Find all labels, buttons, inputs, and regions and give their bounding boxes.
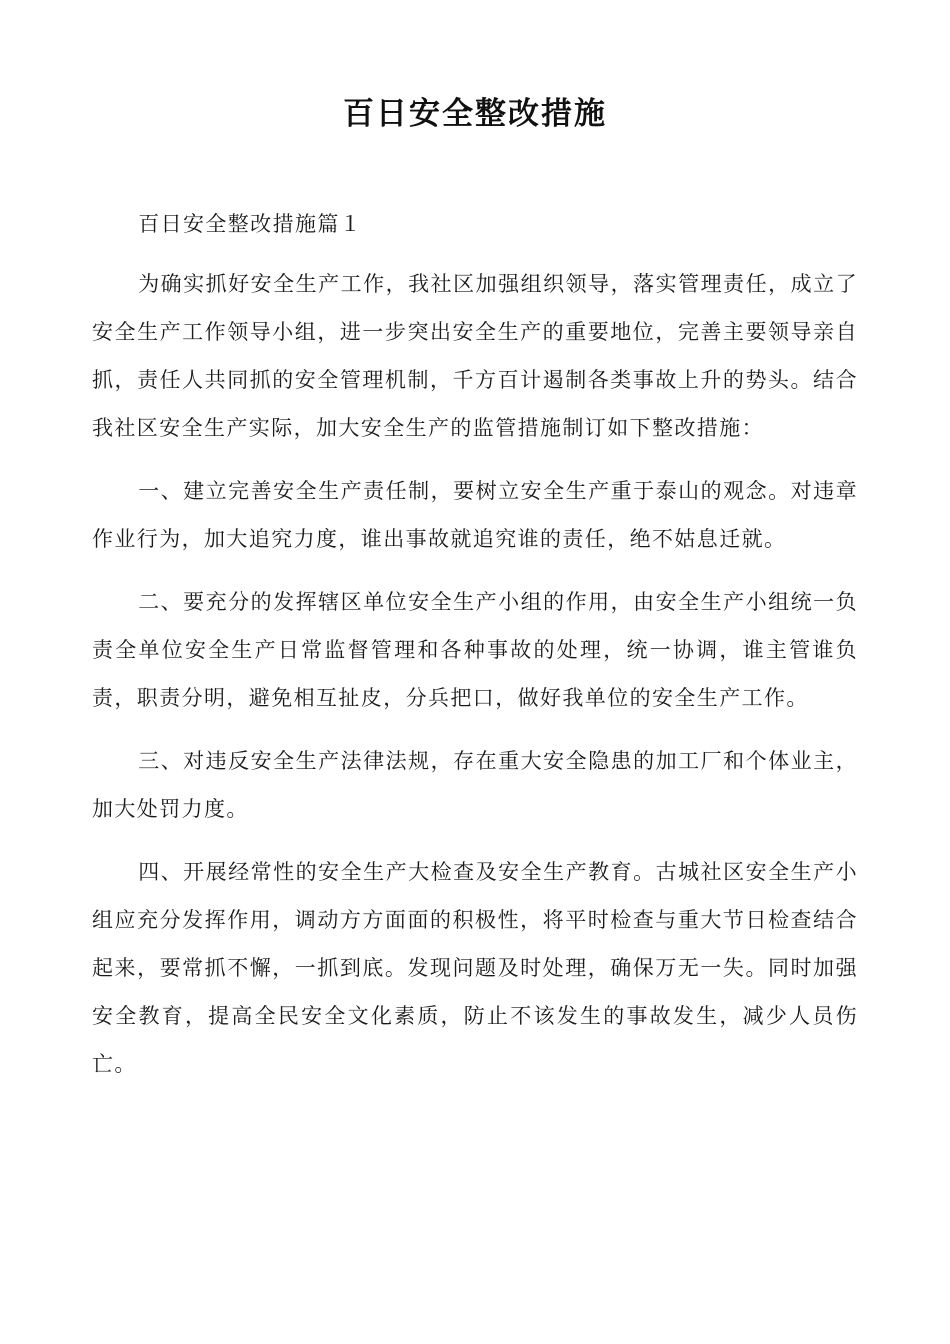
- measure-paragraph-3: 三、对违反安全生产法律法规，存在重大安全隐患的加工厂和个体业主，加大处罚力度。: [92, 749, 858, 821]
- document-body: [92, 200, 858, 1103]
- document-page: [92, 0, 858, 1344]
- document-title: 百日安全整改措施: [343, 96, 607, 132]
- measure-paragraph-1: 一、建立完善安全生产责任制，要树立安全生产重于泰山的观念。对违章作业行为，加大追究力度，谁出事故就追究谁的责任，绝不姑息迁就。: [92, 479, 858, 551]
- measure-paragraph-4: 四、开展经常性的安全生产大检查及安全生产教育。古城社区安全生产小组应充分发挥作用，调动方方面面的积极性，将平时检查与重大节日检查结合起来，要常抓不懈，一抓到底。发现问题及时处理，确保万无一失。同时加强安全教育，提高全民安全文化素质，防止不该发生的事故发生，减少人员伤亡。: [92, 860, 858, 1076]
- intro-paragraph: 为确实抓好安全生产工作，我社区加强组织领导，落实管理责任，成立了安全生产工作领导小组，进一步突出安全生产的重要地位，完善主要领导亲自抓，责任人共同抓的安全管理机制，千方百计遏制各类事故上升的势头。结合我社区安全生产实际，加大安全生产的监管措施制订如下整改措施：: [92, 272, 858, 440]
- section-heading: 百日安全整改措施篇１: [138, 212, 363, 236]
- measure-paragraph-2: 二、要充分的发挥辖区单位安全生产小组的作用，由安全生产小组统一负责全单位安全生产日常监督管理和各种事故的处理，统一协调，谁主管谁负责，职责分明，避免相互扯皮，分兵把口，做好我单位的安全生产工作。: [92, 590, 858, 710]
